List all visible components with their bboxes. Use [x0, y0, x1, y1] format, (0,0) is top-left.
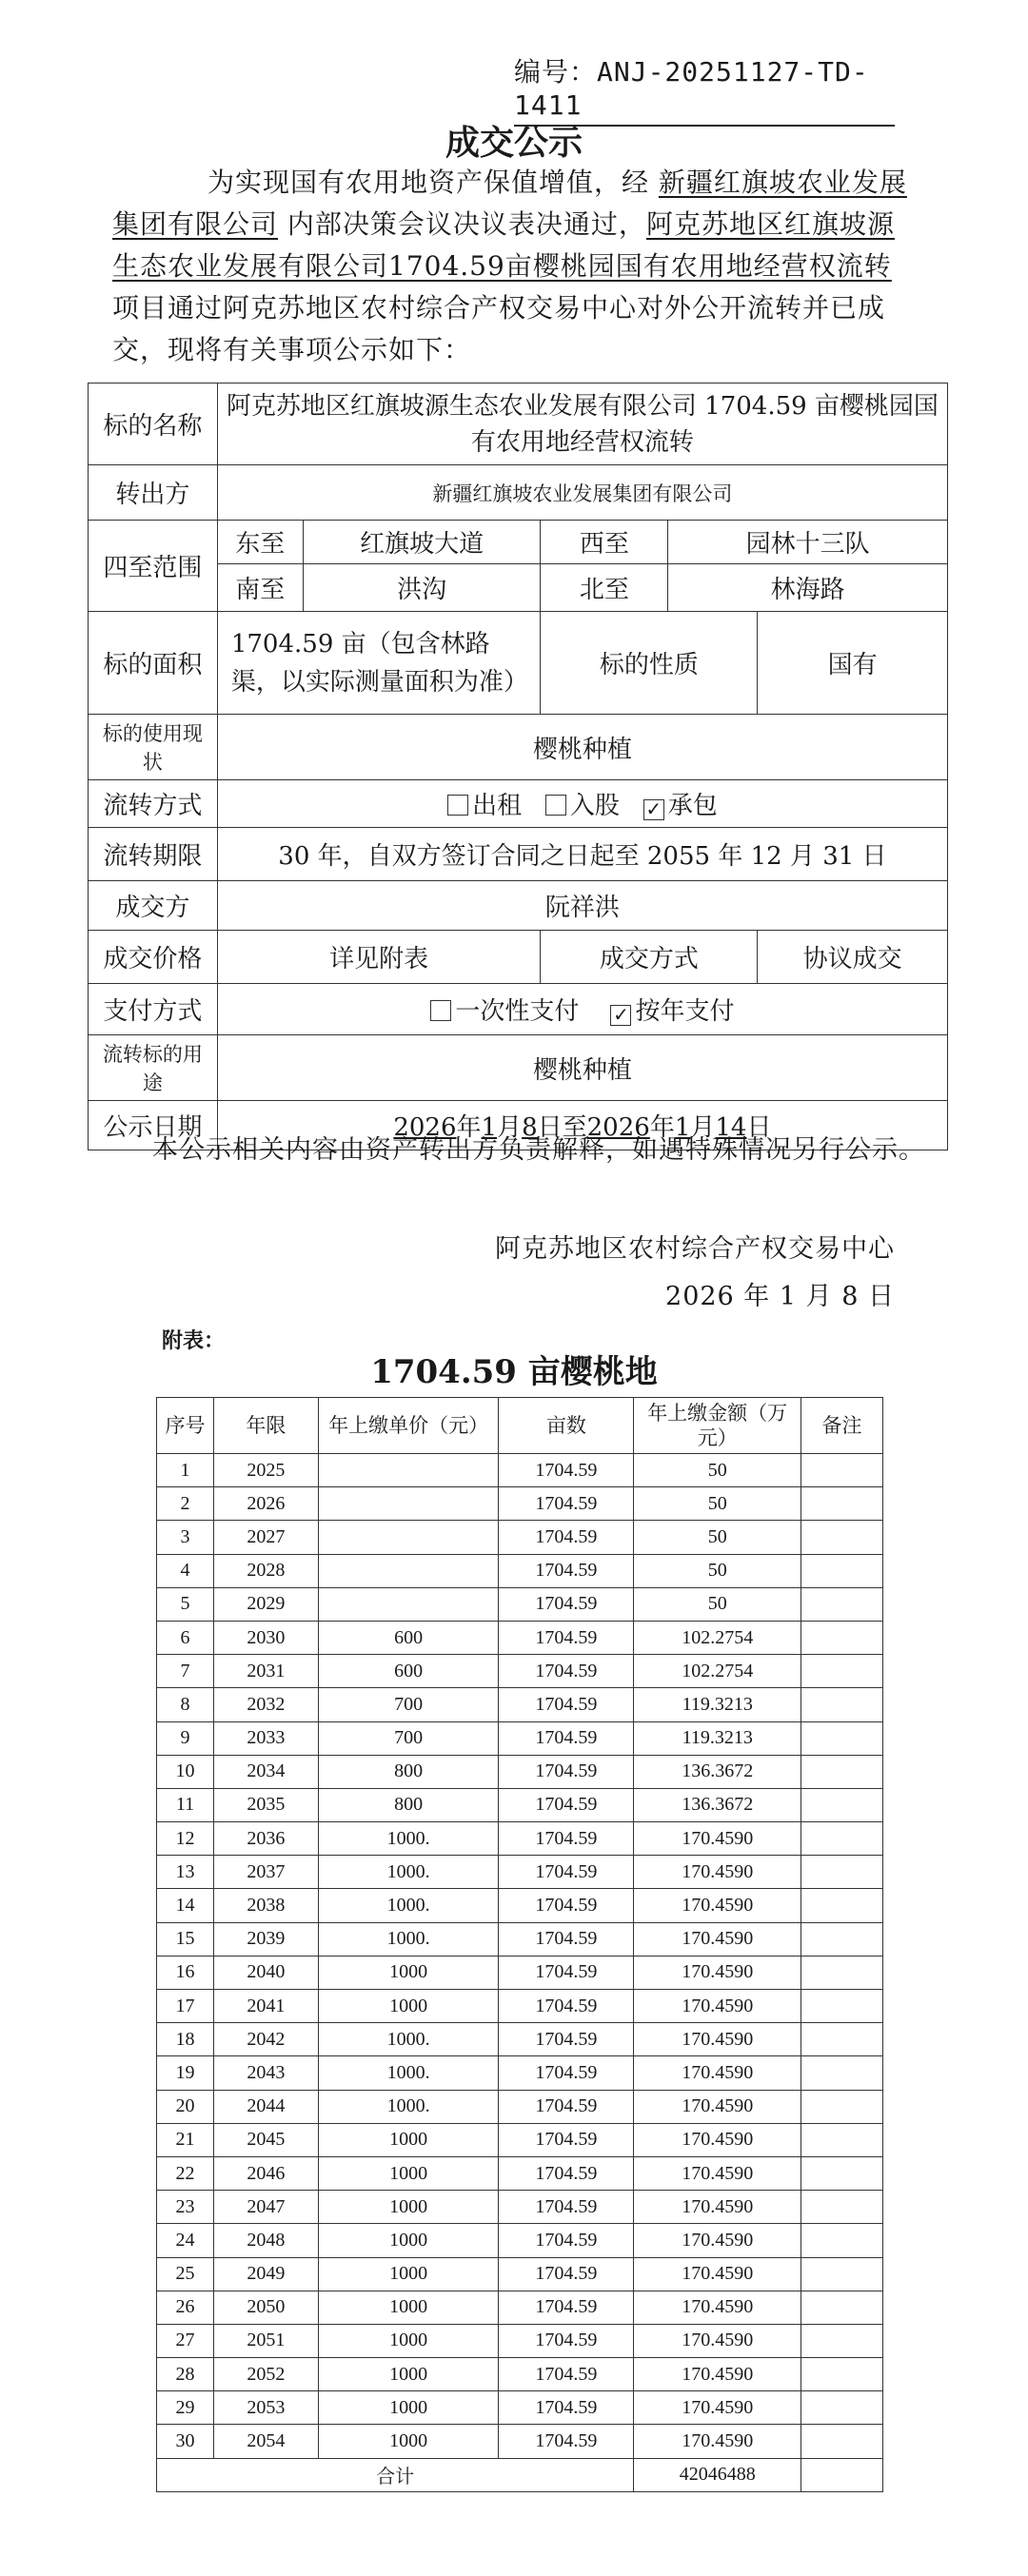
- intro-text-3: 项目通过阿克苏地区农村综合产权交易中心对外公开流转并已成交，现将有关事项公示如下：: [112, 292, 886, 365]
- west-value: 园林十三队: [668, 521, 948, 564]
- annex-cell: 1704.59: [499, 2425, 634, 2458]
- annex-total-value: 42046488: [634, 2458, 801, 2491]
- annex-cell: 2034: [213, 1755, 318, 1788]
- annex-cell: 2036: [213, 1822, 318, 1856]
- annex-cell: 1704.59: [499, 1655, 634, 1688]
- annex-cell: [318, 1454, 499, 1487]
- annex-cell: 17: [157, 1990, 214, 2023]
- annex-cell: [801, 1487, 883, 1521]
- annex-cell: 1000: [318, 2257, 499, 2291]
- annex-row: [157, 2023, 883, 2056]
- annex-cell: 1000: [318, 2191, 499, 2224]
- annex-row: [157, 2257, 883, 2291]
- buyer-value: 阮祥洪: [217, 881, 947, 931]
- annex-cell: 1000: [318, 2425, 499, 2458]
- term-label: 流转期限: [89, 828, 218, 881]
- annex-cell: 1704.59: [499, 2123, 634, 2156]
- annex-cell: 170.4590: [634, 2425, 801, 2458]
- annex-cell: 1704.59: [499, 1554, 634, 1587]
- intro-org: 新疆红旗坡农业发展集团有限公司: [112, 167, 907, 240]
- annex-cell: 2054: [213, 2425, 318, 2458]
- annex-cell: 2038: [213, 1889, 318, 1922]
- annex-cell: 102.2754: [634, 1655, 801, 1688]
- annex-cell: 50: [634, 1521, 801, 1554]
- annex-cell: [801, 2123, 883, 2156]
- annex-cell: 170.4590: [634, 2156, 801, 2190]
- annex-header-cell: 年限: [213, 1398, 318, 1454]
- annex-cell: [318, 1521, 499, 1554]
- annex-cell: 1704.59: [499, 1755, 634, 1788]
- payment-options: [217, 984, 947, 1035]
- notice-start-day: 8: [522, 1113, 538, 1142]
- annex-cell: [801, 2425, 883, 2458]
- annex-label: 附表：: [162, 1328, 226, 1353]
- boundary-label: 四至范围: [89, 521, 218, 612]
- annex-cell: 2037: [213, 1856, 318, 1889]
- annex-cell: 30: [157, 2425, 214, 2458]
- annex-cell: 1704.59: [499, 2358, 634, 2391]
- annex-cell: 2031: [213, 1655, 318, 1688]
- annex-cell: 170.4590: [634, 1856, 801, 1889]
- annex-cell: 170.4590: [634, 2056, 801, 2090]
- annex-total-remark: [801, 2458, 883, 2491]
- annex-row: [157, 1554, 883, 1587]
- annex-header-cell: 年上缴单价（元）: [318, 1398, 499, 1454]
- transaction-info-table: [88, 383, 948, 1150]
- annex-cell: [801, 1655, 883, 1688]
- nature-value: 国有: [758, 612, 948, 715]
- annex-row: [157, 2090, 883, 2123]
- annex-cell: 2030: [213, 1621, 318, 1654]
- annex-cell: 8: [157, 1688, 214, 1721]
- annex-row: [157, 2224, 883, 2257]
- annex-row: [157, 1755, 883, 1788]
- annex-cell: 1000.: [318, 1889, 499, 1922]
- annex-cell: [801, 1856, 883, 1889]
- annex-row: [157, 1454, 883, 1487]
- signature: 阿克苏地区农村综合产权交易中心: [495, 1234, 895, 1264]
- annex-row: [157, 1721, 883, 1755]
- purpose-value: 樱桃种植: [217, 1035, 947, 1101]
- annex-table: [156, 1397, 883, 2492]
- annex-cell: 1704.59: [499, 1621, 634, 1654]
- annex-cell: 1704.59: [499, 1788, 634, 1821]
- annex-cell: 1704.59: [499, 2324, 634, 2357]
- annex-header-cell: 备注: [801, 1398, 883, 1454]
- annex-cell: [801, 1688, 883, 1721]
- price-label: 成交价格: [89, 931, 218, 984]
- annex-cell: 136.3672: [634, 1755, 801, 1788]
- annex-cell: 2035: [213, 1788, 318, 1821]
- annex-cell: 2042: [213, 2023, 318, 2056]
- annex-title: 1704.59 亩樱桃地: [370, 1353, 658, 1391]
- page-title: 成交公示: [445, 123, 583, 163]
- notice-start-year: 2026: [393, 1113, 457, 1142]
- annex-cell: 2053: [213, 2391, 318, 2425]
- annex-cell: [801, 2023, 883, 2056]
- transferor-value: 新疆红旗坡农业发展集团有限公司: [217, 465, 947, 521]
- annex-total-label: 合计: [157, 2458, 634, 2491]
- annex-cell: 170.4590: [634, 2224, 801, 2257]
- annex-cell: 170.4590: [634, 2191, 801, 2224]
- buyer-label: 成交方: [89, 881, 218, 931]
- annex-cell: 1704.59: [499, 2191, 634, 2224]
- annex-row: [157, 1956, 883, 1989]
- annex-row: [157, 1889, 883, 1922]
- annex-cell: 1000: [318, 2156, 499, 2190]
- annex-cell: [801, 1922, 883, 1956]
- term-value: 30 年，自双方签订合同之日起至 2055 年 12 月 31 日: [217, 828, 947, 881]
- annex-table-body: [157, 1454, 883, 2459]
- annex-cell: 21: [157, 2123, 214, 2156]
- annex-cell: [801, 2257, 883, 2291]
- annex-cell: 1704.59: [499, 2391, 634, 2425]
- method-label: 流转方式: [89, 780, 218, 828]
- annex-cell: 1000: [318, 2391, 499, 2425]
- annex-cell: 2043: [213, 2056, 318, 2090]
- annex-cell: [801, 2224, 883, 2257]
- annex-cell: 1704.59: [499, 2023, 634, 2056]
- annex-cell: [318, 1554, 499, 1587]
- annex-cell: 27: [157, 2324, 214, 2357]
- annex-cell: 50: [634, 1554, 801, 1587]
- deal-method-value: 协议成交: [758, 931, 948, 984]
- area-label: 标的面积: [89, 612, 218, 715]
- method-options: [217, 780, 947, 828]
- contract-checkbox-checked[interactable]: ✓: [643, 799, 664, 820]
- annex-cell: 14: [157, 1889, 214, 1922]
- annex-cell: [801, 1521, 883, 1554]
- name-value: 阿克苏地区红旗坡源生态农业发展有限公司 1704.59 亩樱桃园国有农用地经营权流转: [217, 383, 947, 465]
- annex-cell: 2045: [213, 2123, 318, 2156]
- annex-cell: 50: [634, 1454, 801, 1487]
- annex-cell: 18: [157, 2023, 214, 2056]
- intro-project: 阿克苏地区红旗坡源生态农业发展有限公司1704.59亩樱桃园国有农用地经营权流转: [112, 208, 895, 282]
- annex-cell: 700: [318, 1721, 499, 1755]
- annex-cell: [801, 2191, 883, 2224]
- annex-cell: 20: [157, 2090, 214, 2123]
- annex-header-cell: 序号: [157, 1398, 214, 1454]
- annex-cell: 1000: [318, 2324, 499, 2357]
- north-label: 北至: [541, 564, 668, 612]
- annex-cell: 1000: [318, 2358, 499, 2391]
- annex-cell: 1704.59: [499, 1956, 634, 1989]
- annex-cell: 1704.59: [499, 2090, 634, 2123]
- annex-cell: 170.4590: [634, 1922, 801, 1956]
- annex-cell: 22: [157, 2156, 214, 2190]
- usage-label: 标的使用现状: [89, 715, 218, 780]
- annex-cell: [801, 1554, 883, 1587]
- annex-row: [157, 1990, 883, 2023]
- annex-cell: 2039: [213, 1922, 318, 1956]
- document-number: 编号：ANJ-20251127-TD-1411: [514, 51, 895, 127]
- intro-text-2: 内部决策会议决议表决通过，: [287, 208, 646, 240]
- annex-cell: [801, 1788, 883, 1821]
- transferor-label: 转出方: [89, 465, 218, 521]
- annex-cell: [801, 2056, 883, 2090]
- annex-cell: 2033: [213, 1721, 318, 1755]
- area-value: 1704.59 亩（包含林路渠，以实际测量面积为准）: [217, 612, 541, 715]
- price-value: 详见附表: [217, 931, 541, 984]
- annex-cell: 1704.59: [499, 1688, 634, 1721]
- purpose-label: 流转标的用途: [89, 1035, 218, 1101]
- annex-cell: 170.4590: [634, 2324, 801, 2357]
- annex-cell: [801, 1621, 883, 1654]
- notice-end-year: 2026: [586, 1113, 650, 1142]
- annex-cell: 1704.59: [499, 2156, 634, 2190]
- name-label: 标的名称: [89, 383, 218, 465]
- annex-cell: 50: [634, 1587, 801, 1621]
- annex-cell: 1704.59: [499, 1721, 634, 1755]
- annex-cell: 1704.59: [499, 1587, 634, 1621]
- annex-cell: 1704.59: [499, 1889, 634, 1922]
- annex-cell: 1704.59: [499, 1454, 634, 1487]
- annex-cell: 28: [157, 2358, 214, 2391]
- annual-checkbox-checked[interactable]: ✓: [610, 1005, 631, 1026]
- annex-cell: 11: [157, 1788, 214, 1821]
- east-value: 红旗坡大道: [303, 521, 541, 564]
- annex-row: [157, 2191, 883, 2224]
- annex-cell: 12: [157, 1822, 214, 1856]
- annex-cell: 2025: [213, 1454, 318, 1487]
- annex-cell: 6: [157, 1621, 214, 1654]
- annex-cell: 600: [318, 1621, 499, 1654]
- annex-row: [157, 1487, 883, 1521]
- annex-cell: 170.4590: [634, 2257, 801, 2291]
- annex-cell: 29: [157, 2391, 214, 2425]
- annex-cell: 2051: [213, 2324, 318, 2357]
- annex-cell: 170.4590: [634, 1889, 801, 1922]
- annex-cell: 4: [157, 1554, 214, 1587]
- annex-row: [157, 1521, 883, 1554]
- annex-cell: 1: [157, 1454, 214, 1487]
- annex-cell: 2046: [213, 2156, 318, 2190]
- annex-cell: 3: [157, 1521, 214, 1554]
- annex-cell: 800: [318, 1755, 499, 1788]
- intro-text-1: 为实现国有农用地资产保值增值，经: [208, 167, 650, 198]
- lease-option-label: 出租: [472, 792, 523, 820]
- south-value: 洪沟: [303, 564, 541, 612]
- annex-cell: 24: [157, 2224, 214, 2257]
- annex-cell: 5: [157, 1587, 214, 1621]
- annex-row: [157, 1587, 883, 1621]
- annex-cell: 170.4590: [634, 1956, 801, 1989]
- annex-cell: 23: [157, 2191, 214, 2224]
- annex-row: [157, 2123, 883, 2156]
- lump-sum-checkbox[interactable]: [430, 1000, 451, 1021]
- annex-cell: [801, 1454, 883, 1487]
- annex-cell: 800: [318, 1788, 499, 1821]
- lump-sum-label: 一次性支付: [455, 997, 580, 1026]
- west-label: 西至: [541, 521, 668, 564]
- annex-cell: 50: [634, 1487, 801, 1521]
- annex-cell: 119.3213: [634, 1721, 801, 1755]
- annex-cell: 1704.59: [499, 2056, 634, 2090]
- notice-date-label: 公示日期: [89, 1101, 218, 1150]
- annex-cell: [801, 2156, 883, 2190]
- annex-cell: 1000: [318, 1956, 499, 1989]
- annex-cell: 1000.: [318, 1856, 499, 1889]
- annex-cell: 1000: [318, 2123, 499, 2156]
- annex-row: [157, 2391, 883, 2425]
- notice-end-day: 14: [715, 1113, 747, 1142]
- annex-cell: 119.3213: [634, 1688, 801, 1721]
- annex-cell: 2048: [213, 2224, 318, 2257]
- deal-method-label: 成交方式: [541, 931, 758, 984]
- lease-checkbox[interactable]: [447, 795, 468, 816]
- annex-cell: 1704.59: [499, 1990, 634, 2023]
- south-label: 南至: [217, 564, 303, 612]
- annex-cell: 170.4590: [634, 1822, 801, 1856]
- annex-row: [157, 1655, 883, 1688]
- annex-cell: 1704.59: [499, 1487, 634, 1521]
- annex-cell: 2029: [213, 1587, 318, 1621]
- annex-cell: [318, 1487, 499, 1521]
- annex-cell: 1704.59: [499, 2291, 634, 2324]
- annex-cell: [801, 1889, 883, 1922]
- annex-cell: [801, 2391, 883, 2425]
- annex-cell: [801, 1822, 883, 1856]
- usage-value: 樱桃种植: [217, 715, 947, 780]
- annex-cell: 1000.: [318, 2023, 499, 2056]
- annex-cell: 170.4590: [634, 2123, 801, 2156]
- annex-cell: [801, 1755, 883, 1788]
- share-checkbox[interactable]: [545, 795, 566, 816]
- annex-cell: 13: [157, 1856, 214, 1889]
- annex-cell: 600: [318, 1655, 499, 1688]
- annex-cell: 1000: [318, 1990, 499, 2023]
- annex-cell: [801, 1990, 883, 2023]
- east-label: 东至: [217, 521, 303, 564]
- annex-cell: 25: [157, 2257, 214, 2291]
- annex-cell: 2027: [213, 1521, 318, 1554]
- annex-row: [157, 2156, 883, 2190]
- annex-cell: 2052: [213, 2358, 318, 2391]
- contract-option-label: 承包: [667, 792, 718, 820]
- nature-label: 标的性质: [541, 612, 758, 715]
- annex-row: [157, 2291, 883, 2324]
- annex-cell: 170.4590: [634, 2090, 801, 2123]
- annex-cell: 2026: [213, 1487, 318, 1521]
- annex-cell: 1000: [318, 2291, 499, 2324]
- annex-cell: 26: [157, 2291, 214, 2324]
- annex-cell: 2050: [213, 2291, 318, 2324]
- annex-cell: [801, 2358, 883, 2391]
- annex-cell: 1704.59: [499, 1822, 634, 1856]
- annex-cell: 7: [157, 1655, 214, 1688]
- annex-cell: 2041: [213, 1990, 318, 2023]
- annex-cell: 2032: [213, 1688, 318, 1721]
- annex-cell: 1704.59: [499, 2224, 634, 2257]
- annex-cell: 16: [157, 1956, 214, 1989]
- notice-end-month: 1: [674, 1113, 691, 1142]
- annex-cell: 170.4590: [634, 1990, 801, 2023]
- annex-cell: 700: [318, 1688, 499, 1721]
- annex-cell: [801, 2324, 883, 2357]
- annex-cell: 2049: [213, 2257, 318, 2291]
- annex-cell: 1000.: [318, 2056, 499, 2090]
- annex-row: [157, 2425, 883, 2458]
- annex-cell: [801, 1956, 883, 1989]
- share-option-label: 入股: [569, 792, 620, 820]
- annex-row: [157, 1621, 883, 1654]
- annex-cell: 2047: [213, 2191, 318, 2224]
- annex-cell: [801, 2090, 883, 2123]
- annex-cell: 2: [157, 1487, 214, 1521]
- annex-cell: 170.4590: [634, 2391, 801, 2425]
- intro-paragraph: [112, 162, 912, 371]
- annex-row: [157, 1822, 883, 1856]
- annex-header-cell: 亩数: [499, 1398, 634, 1454]
- annual-label: 按年支付: [635, 997, 735, 1026]
- annex-cell: 170.4590: [634, 2023, 801, 2056]
- annex-cell: 1704.59: [499, 1922, 634, 1956]
- annex-row: [157, 1688, 883, 1721]
- annex-cell: 1704.59: [499, 1521, 634, 1554]
- annex-cell: 102.2754: [634, 1621, 801, 1654]
- payment-label: 支付方式: [89, 984, 218, 1035]
- annex-cell: 136.3672: [634, 1788, 801, 1821]
- annex-cell: 2028: [213, 1554, 318, 1587]
- annex-cell: 1000: [318, 2224, 499, 2257]
- annex-cell: 19: [157, 2056, 214, 2090]
- footnote: 本公示相关内容由资产转出方负责解释，如遇特殊情况另行公示。: [152, 1135, 925, 1165]
- annex-cell: [801, 1721, 883, 1755]
- annex-cell: 1000.: [318, 1822, 499, 1856]
- annex-header-cell: 年上缴金额（万元）: [634, 1398, 801, 1454]
- annex-row: [157, 1788, 883, 1821]
- annex-cell: [318, 1587, 499, 1621]
- notice-start-month: 1: [481, 1113, 498, 1142]
- annex-row: [157, 2324, 883, 2357]
- annex-cell: [801, 1587, 883, 1621]
- annex-cell: 170.4590: [634, 2358, 801, 2391]
- notice-date-value: 2026年1月8日至2026年1月14日: [217, 1101, 947, 1150]
- signature-date: 2026 年 1 月 8 日: [665, 1282, 895, 1311]
- annex-row: [157, 1922, 883, 1956]
- annex-row: [157, 2358, 883, 2391]
- annex-cell: 1000.: [318, 2090, 499, 2123]
- annex-cell: 15: [157, 1922, 214, 1956]
- annex-cell: 1704.59: [499, 1856, 634, 1889]
- annex-cell: 170.4590: [634, 2291, 801, 2324]
- annex-row: [157, 1856, 883, 1889]
- annex-cell: [801, 2291, 883, 2324]
- annex-cell: 1000.: [318, 1922, 499, 1956]
- annex-row: [157, 2056, 883, 2090]
- annex-cell: 2040: [213, 1956, 318, 1989]
- annex-cell: 9: [157, 1721, 214, 1755]
- annex-cell: 2044: [213, 2090, 318, 2123]
- north-value: 林海路: [668, 564, 948, 612]
- annex-cell: 10: [157, 1755, 214, 1788]
- annex-cell: 1704.59: [499, 2257, 634, 2291]
